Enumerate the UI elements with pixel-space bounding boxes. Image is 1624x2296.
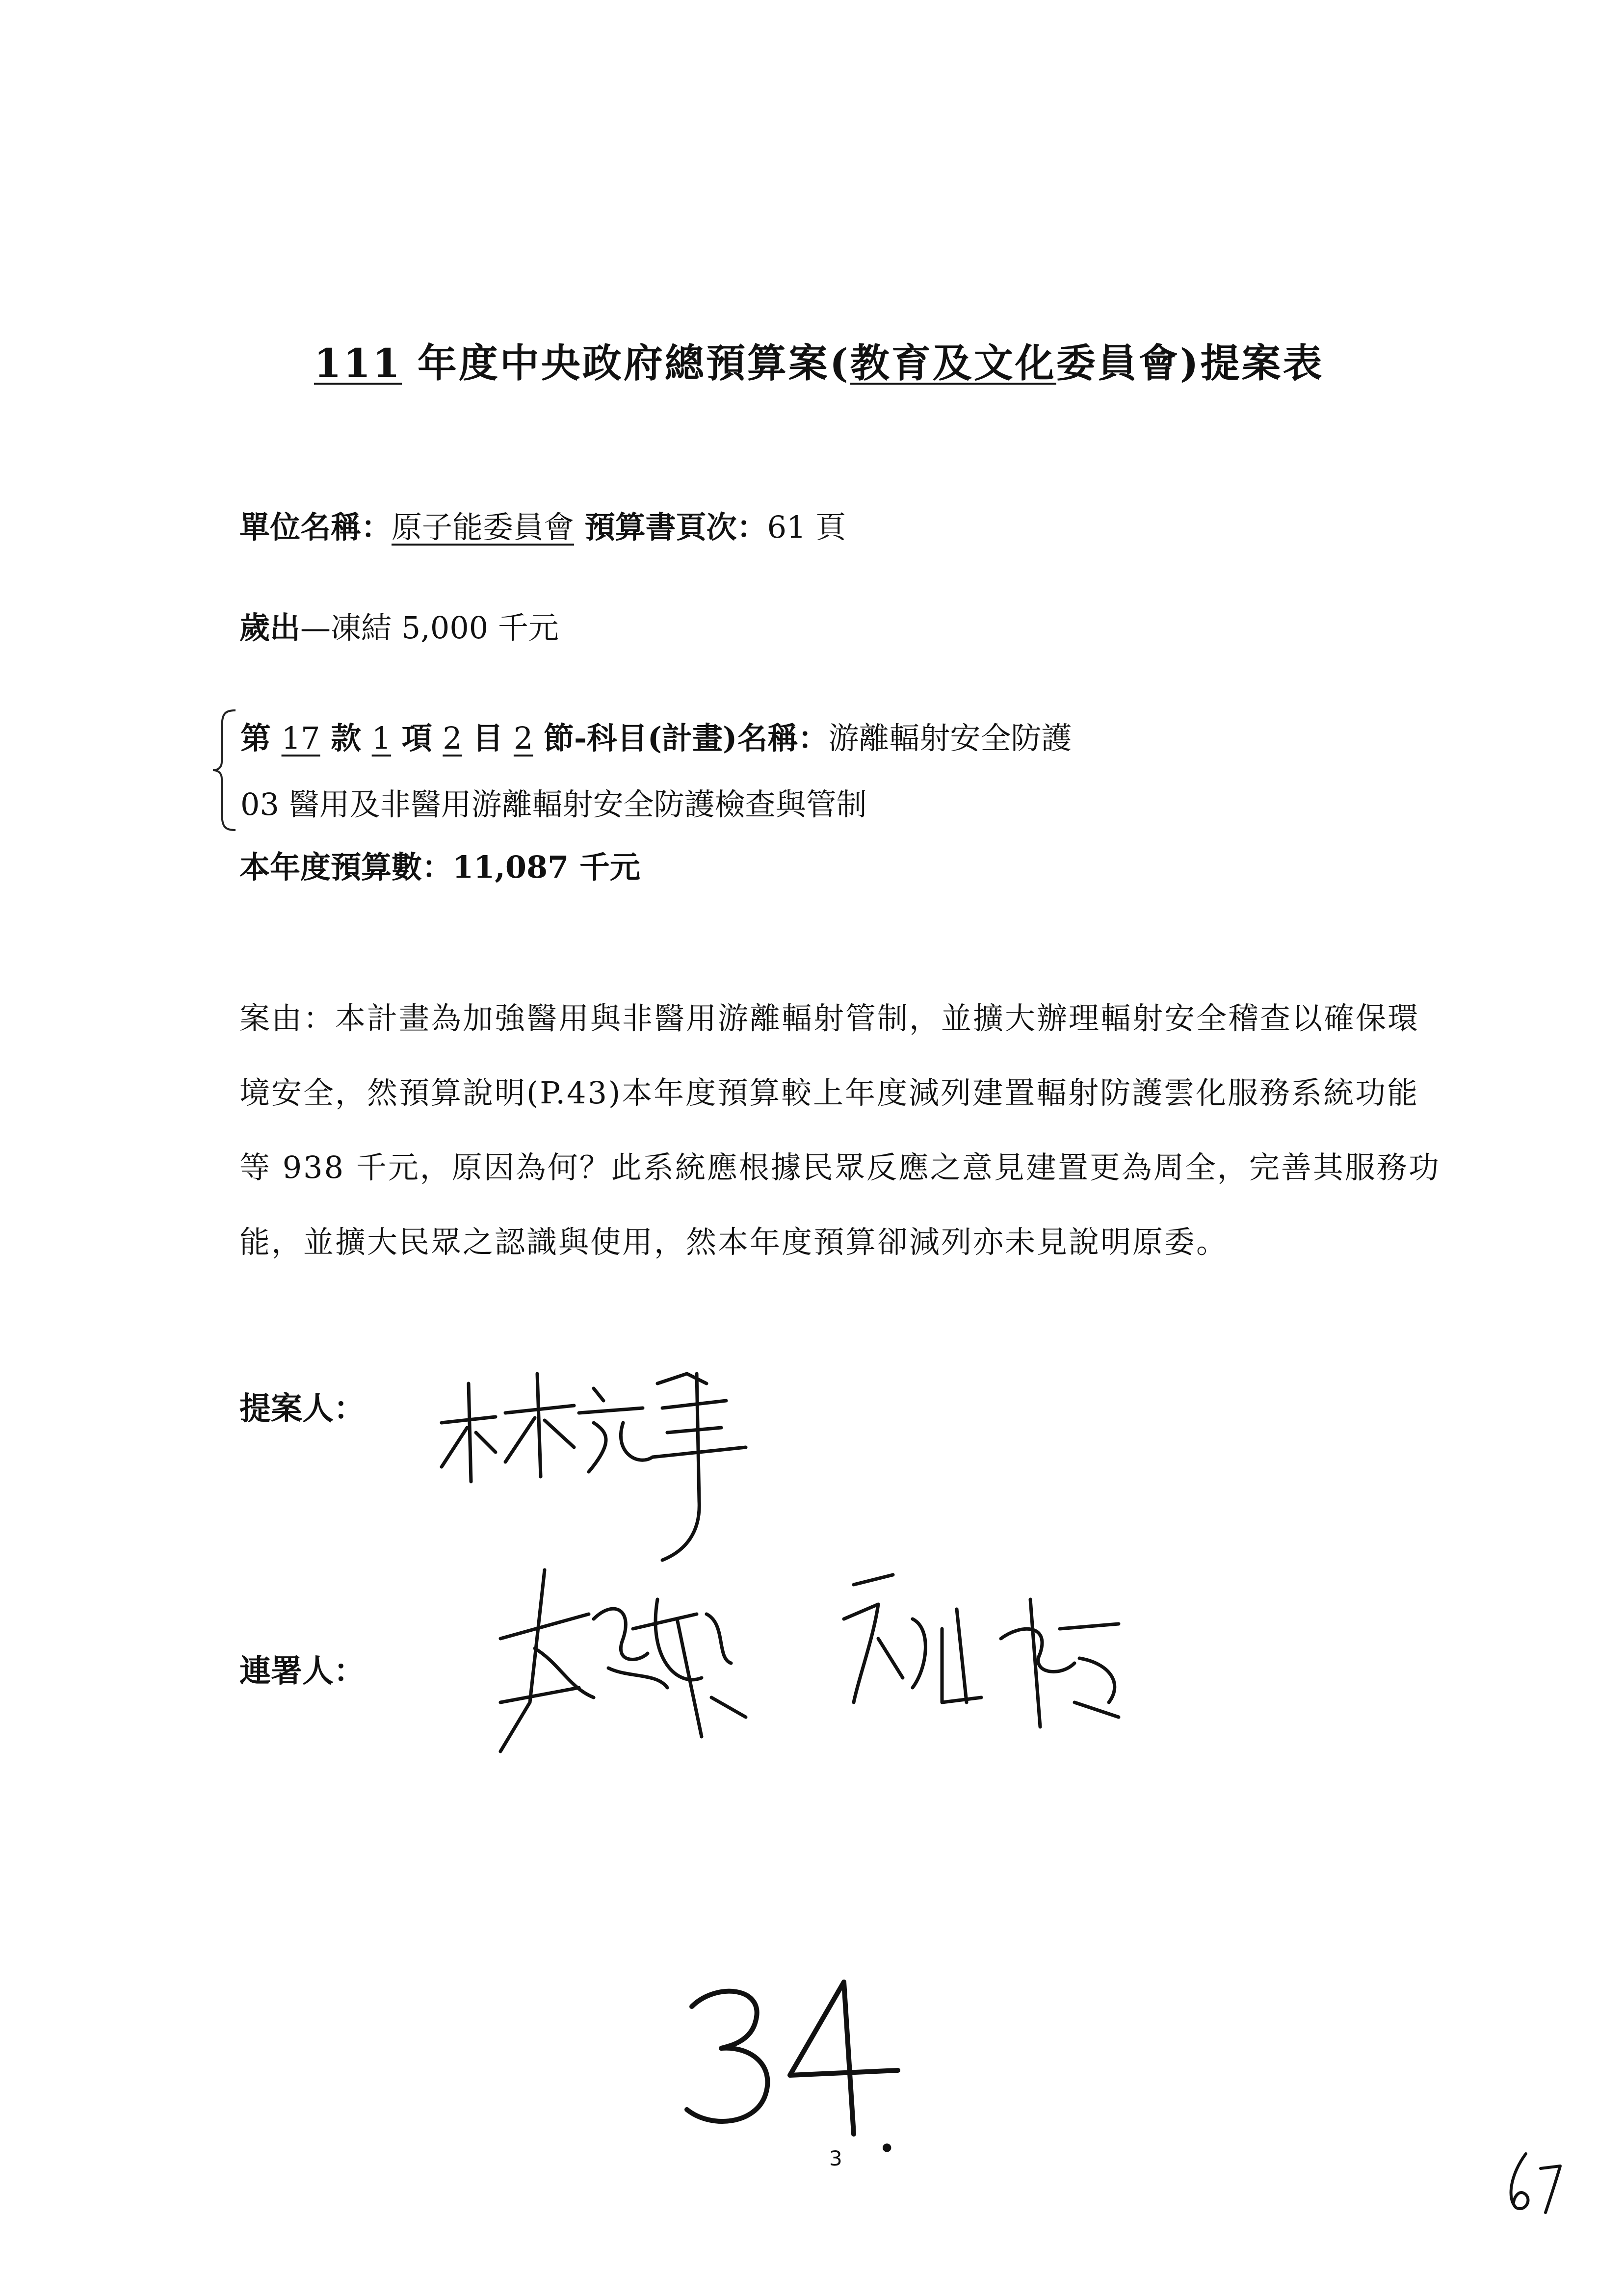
title-part-1: 年度中央政府總預算案( [402, 340, 850, 386]
item-mu-label: 目 [462, 720, 514, 756]
cosigner-signatures [471, 1540, 1197, 1766]
page-number: 3 [829, 2146, 842, 2170]
item-subtitle: 03 醫用及非醫用游離輻射安全防護檢查與管制 [240, 786, 867, 822]
item-xiang: 1 [371, 720, 392, 756]
annual-budget: 本年度預算數：11,087 千元 [239, 849, 640, 885]
item-kuan: 17 [281, 720, 320, 756]
expenditure-text: —凍結 5,000 千元 [300, 610, 559, 646]
item-prefix: 第 [240, 720, 282, 756]
unit-name: 原子能委員會 [392, 509, 575, 545]
budget-page-label: 預算書頁次： [574, 509, 767, 545]
reason-paragraph: 案由：本計畫為加強醫用與非醫用游離輻射管制，並擴大辦理輻射安全稽查以確保環境安全，然預算說明(P.43)本年度預算較上年度減列建置輻射防護雲化服務系統功能等 938 千元，原因為何？此系統應根據民眾反應之意見建置更為周全，完善其服務功能，並擴大民眾之認識與使用，然本年度預算卻減列亦未見說明原委。 [239, 1000, 1441, 1260]
item-xiang-label: 項 [391, 720, 443, 756]
unit-label: 單位名稱： [239, 509, 392, 545]
item-row [240, 714, 1072, 757]
title-committee: 教育及文化 [850, 340, 1056, 386]
item-name: 游離輻射安全防護 [828, 720, 1072, 756]
expenditure-label: 歲出 [239, 610, 301, 646]
page-title [314, 332, 1324, 388]
brace-mark [211, 706, 240, 834]
item-jie: 2 [513, 720, 533, 756]
cosigner-label: 連署人： [239, 1653, 365, 1690]
handwritten-page-number [677, 1972, 913, 2139]
unit-row [239, 503, 846, 547]
title-part-2: 委員會)提案表 [1056, 340, 1324, 386]
corner-handwritten-mark [1501, 2149, 1570, 2218]
proposer-label: 提案人： [239, 1390, 365, 1427]
dot-mark: • [878, 2132, 896, 2166]
budget-page-value: 61 頁 [767, 509, 846, 545]
title-year: 111 [314, 340, 402, 386]
item-mu: 2 [443, 720, 462, 756]
expenditure-row [239, 603, 559, 647]
item-jie-label: 節-科目(計畫)名稱： [533, 720, 829, 756]
item-kuan-label: 款 [320, 720, 372, 756]
